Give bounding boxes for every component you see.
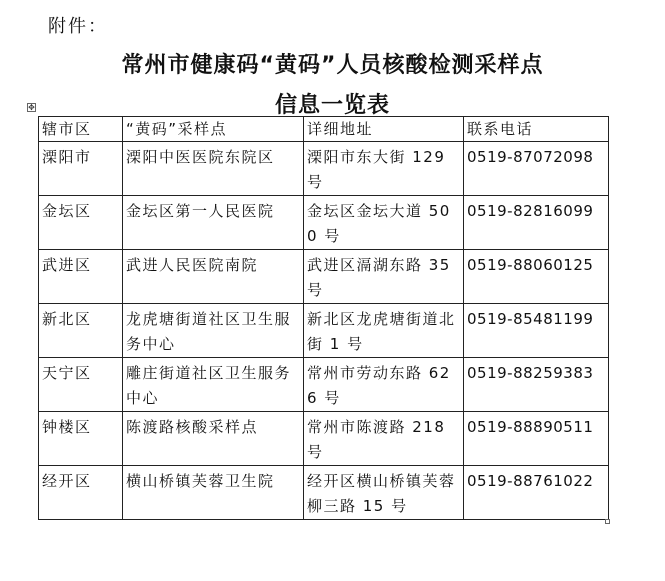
cell-site: 横山桥镇芙蓉卫生院 xyxy=(123,466,304,520)
cell-site: 溧阳中医医院东院区 xyxy=(123,142,304,196)
cell-phone: 0519-82816099 xyxy=(464,196,609,250)
cell-site: 龙虎塘街道社区卫生服务中心 xyxy=(123,304,304,358)
cell-address: 新北区龙虎塘街道北街 1 号 xyxy=(304,304,464,358)
cell-phone: 0519-88259383 xyxy=(464,358,609,412)
cell-address: 经开区横山桥镇芙蓉柳三路 15 号 xyxy=(304,466,464,520)
header-district: 辖市区 xyxy=(39,117,123,142)
cell-district: 金坛区 xyxy=(39,196,123,250)
header-site: “黄码”采样点 xyxy=(123,117,304,142)
cell-address: 溧阳市东大街 129 号 xyxy=(304,142,464,196)
cell-address: 常州市陈渡路 218 号 xyxy=(304,412,464,466)
cell-phone: 0519-88890511 xyxy=(464,412,609,466)
table-row xyxy=(39,304,609,358)
cell-district: 溧阳市 xyxy=(39,142,123,196)
cell-district: 经开区 xyxy=(39,466,123,520)
cell-district: 天宁区 xyxy=(39,358,123,412)
sampling-sites-table xyxy=(38,116,609,520)
table-row xyxy=(39,142,609,196)
table-row xyxy=(39,196,609,250)
cell-address: 金坛区金坛大道 500 号 xyxy=(304,196,464,250)
cell-address: 武进区滆湖东路 35 号 xyxy=(304,250,464,304)
cell-address: 常州市劳动东路 626 号 xyxy=(304,358,464,412)
header-address: 详细地址 xyxy=(304,117,464,142)
table-move-handle-icon[interactable]: ✥ xyxy=(28,103,35,112)
attachment-label: 附件： xyxy=(48,16,108,37)
table-header-row xyxy=(39,117,609,142)
cell-site: 陈渡路核酸采样点 xyxy=(123,412,304,466)
cell-district: 钟楼区 xyxy=(39,412,123,466)
cell-site: 金坛区第一人民医院 xyxy=(123,196,304,250)
cell-phone: 0519-85481199 xyxy=(464,304,609,358)
cell-phone: 0519-88060125 xyxy=(464,250,609,304)
document-subtitle: 信息一览表 xyxy=(274,93,390,118)
cell-site: 雕庄街道社区卫生服务中心 xyxy=(123,358,304,412)
table-row xyxy=(39,358,609,412)
cell-site: 武进人民医院南院 xyxy=(123,250,304,304)
table-resize-handle[interactable] xyxy=(605,519,610,524)
cell-district: 新北区 xyxy=(39,304,123,358)
table-row xyxy=(39,250,609,304)
table-row xyxy=(39,412,609,466)
document-title: 常州市健康码“黄码”人员核酸检测采样点 xyxy=(121,53,544,78)
header-phone: 联系电话 xyxy=(464,117,609,142)
cell-district: 武进区 xyxy=(39,250,123,304)
cell-phone: 0519-88761022 xyxy=(464,466,609,520)
table-row xyxy=(39,466,609,520)
cell-phone: 0519-87072098 xyxy=(464,142,609,196)
